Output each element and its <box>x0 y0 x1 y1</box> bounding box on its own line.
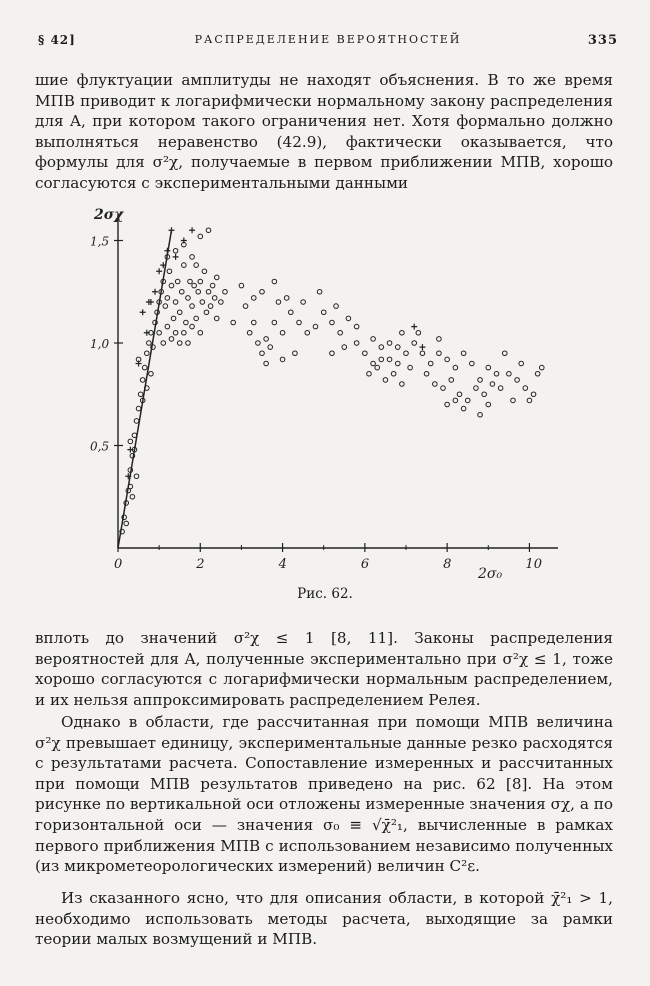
data-point-circle <box>169 337 174 342</box>
data-point-circle <box>280 357 285 362</box>
data-point-circle <box>478 412 483 417</box>
data-point-circle <box>214 316 219 321</box>
data-point-circle <box>478 378 483 383</box>
paragraph-2: Однако в области, где рассчитанная при помощи МПВ величина σ²χ превышает единицу, экспериментальные данные резко расходятся с результатами расчета. Сопоставление измеренных и рассчитанных при помощи МПВ результатов приведено на рис. 62 [8]. На этом рисунке по вертикальной оси отложены измеренные значения σχ, а по горизонтальной оси — значения σ₀ ≡ √χ̄²₁, вычисленные в рамках первого приближения МПВ с использованием независимо полученных (из микрометеорологических измерений) величин C²ε. <box>35 713 613 876</box>
data-point-circle <box>188 279 193 284</box>
data-point-circle <box>134 474 139 479</box>
data-point-circle <box>408 365 413 370</box>
data-point-circle <box>190 255 195 260</box>
data-point-circle <box>204 310 209 315</box>
data-point-circle <box>317 289 322 294</box>
data-point-circle <box>400 382 405 387</box>
data-point-circle <box>284 296 289 301</box>
running-title: РАСПРЕДЕЛЕНИЕ ВЕРОЯТНОСТЕЙ <box>194 33 462 46</box>
data-point-circle <box>136 406 141 411</box>
figure-caption: Рис. 62. <box>297 586 353 602</box>
data-point-circle <box>342 345 347 350</box>
data-point-circle <box>138 392 143 397</box>
data-point-circle <box>387 357 392 362</box>
data-point-circle <box>486 402 491 407</box>
data-point-circle <box>264 361 269 366</box>
data-point-circle <box>338 330 343 335</box>
data-point-circle <box>474 386 479 391</box>
data-point-circle <box>346 316 351 321</box>
data-point-circle <box>507 371 512 376</box>
data-point-circle <box>212 296 217 301</box>
data-point-circle <box>498 386 503 391</box>
data-point-circle <box>251 320 256 325</box>
data-point-circle <box>163 304 168 309</box>
data-point-cross <box>189 227 195 233</box>
section-number: § 42] <box>38 33 76 47</box>
data-point-circle <box>420 351 425 356</box>
data-point-circle <box>293 351 298 356</box>
page-number: 335 <box>587 33 618 48</box>
data-point-circle <box>173 248 178 253</box>
data-point-circle <box>535 371 540 376</box>
data-point-cross <box>411 324 417 330</box>
data-point-circle <box>149 371 154 376</box>
data-point-circle <box>539 365 544 370</box>
data-point-circle <box>445 357 450 362</box>
data-point-circle <box>128 439 133 444</box>
data-point-circle <box>272 320 277 325</box>
y-tick-label: 0,5 <box>90 439 110 454</box>
data-point-circle <box>379 357 384 362</box>
data-point-circle <box>449 378 454 383</box>
data-point-circle <box>196 289 201 294</box>
paragraph-1: вплоть до значений σ²χ ≤ 1 [8, 11]. Законы распределения вероятностей для A, полученные экспериментально при σ²χ ≤ 1, тоже хорошо согласуются с логарифмически нормальным распределением, и их нельзя аппроксимировать распределением Релея. <box>35 629 613 709</box>
x-tick-label: 0 <box>114 557 123 572</box>
data-point-circle <box>147 341 152 346</box>
data-point-circle <box>198 234 203 239</box>
data-point-circle <box>251 296 256 301</box>
data-point-circle <box>354 341 359 346</box>
data-point-circle <box>194 316 199 321</box>
data-point-circle <box>165 324 170 329</box>
running-header <box>38 33 618 53</box>
data-point-circle <box>173 330 178 335</box>
y-tick-label: 1,5 <box>90 234 110 249</box>
data-point-cross <box>156 268 162 274</box>
data-point-cross <box>136 361 142 367</box>
data-point-circle <box>190 304 195 309</box>
data-point-circle <box>186 296 191 301</box>
data-point-circle <box>531 392 536 397</box>
x-axis-label: 2σ₀ <box>478 566 503 582</box>
data-point-circle <box>186 341 191 346</box>
data-point-circle <box>239 283 244 288</box>
data-point-circle <box>198 330 203 335</box>
data-point-circle <box>161 341 166 346</box>
data-point-circle <box>145 351 150 356</box>
data-point-circle <box>214 275 219 280</box>
paragraph-3: Из сказанного ясно, что для описания области, в которой χ̄²₁ > 1, необходимо использовать методы расчета, выходящие за рамки теории малых возмущений и МПВ. <box>35 889 613 949</box>
data-point-cross <box>152 289 158 295</box>
data-point-circle <box>334 304 339 309</box>
data-point-circle <box>208 304 213 309</box>
data-point-circle <box>383 378 388 383</box>
data-point-circle <box>375 365 380 370</box>
data-point-circle <box>134 419 139 424</box>
data-point-circle <box>198 279 203 284</box>
paragraph-top: шие флуктуации амплитуды не находят объяснения. В то же время МПВ приводит к логарифмически нормальному закону распределения для A, при котором такого ограничения нет. Хотя формально должно выполняться неравенство (42.9), фактически оказывается, что формулы для σ²χ, получаемые в первом приближении МПВ, хорошо согласуются с экспериментальными данными <box>35 71 613 192</box>
data-point-circle <box>482 392 487 397</box>
data-point-circle <box>461 351 466 356</box>
data-point-circle <box>173 300 178 305</box>
data-point-circle <box>371 361 376 366</box>
data-point-circle <box>511 398 516 403</box>
data-point-circle <box>453 365 458 370</box>
data-point-cross <box>168 227 174 233</box>
data-point-circle <box>202 269 207 274</box>
data-point-circle <box>289 310 294 315</box>
data-point-cross <box>164 248 170 254</box>
data-point-circle <box>175 279 180 284</box>
x-tick-label: 2 <box>196 557 205 572</box>
data-point-circle <box>210 283 215 288</box>
data-point-cross <box>144 330 150 336</box>
data-point-circle <box>387 341 392 346</box>
data-point-circle <box>433 382 438 387</box>
data-point-circle <box>192 283 197 288</box>
data-point-circle <box>441 386 446 391</box>
data-point-circle <box>494 371 499 376</box>
data-point-circle <box>272 279 277 284</box>
data-point-circle <box>404 351 409 356</box>
data-point-circle <box>412 341 417 346</box>
data-point-circle <box>321 310 326 315</box>
data-point-circle <box>231 320 236 325</box>
data-point-circle <box>400 330 405 335</box>
data-point-circle <box>206 289 211 294</box>
y-axis-label: 2σχ <box>94 207 124 223</box>
data-point-circle <box>297 320 302 325</box>
data-point-cross <box>419 344 425 350</box>
data-point-circle <box>177 341 182 346</box>
data-point-circle <box>428 361 433 366</box>
data-point-circle <box>391 371 396 376</box>
data-point-circle <box>527 398 532 403</box>
data-point-circle <box>171 316 176 321</box>
data-point-circle <box>367 371 372 376</box>
y-tick-label: 1,0 <box>90 337 110 351</box>
x-tick-label: 10 <box>525 557 542 572</box>
data-point-cross <box>173 254 179 260</box>
data-point-cross <box>181 238 187 244</box>
data-point-circle <box>461 406 466 411</box>
data-point-circle <box>371 337 376 342</box>
data-point-circle <box>124 521 129 526</box>
data-point-circle <box>502 351 507 356</box>
data-point-circle <box>247 330 252 335</box>
data-point-circle <box>465 398 470 403</box>
data-point-circle <box>424 371 429 376</box>
x-tick-label: 4 <box>278 557 287 572</box>
data-point-circle <box>330 351 335 356</box>
data-point-circle <box>167 269 172 274</box>
data-point-circle <box>219 300 224 305</box>
data-point-circle <box>416 330 421 335</box>
data-point-circle <box>437 337 442 342</box>
data-point-circle <box>470 361 475 366</box>
data-point-circle <box>165 296 170 301</box>
data-point-circle <box>490 382 495 387</box>
data-point-circle <box>223 289 228 294</box>
data-point-circle <box>184 320 189 325</box>
data-point-circle <box>395 345 400 350</box>
x-tick-label: 6 <box>360 557 370 572</box>
data-point-circle <box>157 330 162 335</box>
data-point-circle <box>179 289 184 294</box>
data-point-circle <box>515 378 520 383</box>
data-point-circle <box>523 386 528 391</box>
data-point-circle <box>395 361 400 366</box>
data-point-cross <box>127 447 133 453</box>
data-point-circle <box>243 304 248 309</box>
data-point-circle <box>453 398 458 403</box>
data-point-cross <box>140 309 146 315</box>
data-point-circle <box>182 263 187 268</box>
data-point-circle <box>354 324 359 329</box>
data-point-circle <box>363 351 368 356</box>
data-point-circle <box>260 351 265 356</box>
data-point-circle <box>280 330 285 335</box>
data-point-circle <box>190 324 195 329</box>
data-point-circle <box>437 351 442 356</box>
data-point-circle <box>194 263 199 268</box>
data-point-circle <box>379 345 384 350</box>
data-point-circle <box>330 320 335 325</box>
data-point-circle <box>182 330 187 335</box>
data-point-circle <box>305 330 310 335</box>
data-point-circle <box>313 324 318 329</box>
data-point-circle <box>200 300 205 305</box>
scatter-figure <box>88 205 568 585</box>
data-point-circle <box>177 310 182 315</box>
data-point-circle <box>519 361 524 366</box>
data-point-circle <box>276 300 281 305</box>
data-point-circle <box>457 392 462 397</box>
data-point-circle <box>142 365 147 370</box>
data-point-circle <box>268 345 273 350</box>
data-point-circle <box>256 341 261 346</box>
data-point-circle <box>486 365 491 370</box>
data-point-circle <box>132 433 137 438</box>
data-point-circle <box>130 494 135 499</box>
data-point-circle <box>169 283 174 288</box>
x-tick-label: 8 <box>443 557 452 572</box>
data-point-circle <box>264 337 269 342</box>
data-point-circle <box>206 228 211 233</box>
data-point-circle <box>260 289 265 294</box>
data-point-circle <box>445 402 450 407</box>
data-point-circle <box>140 378 145 383</box>
data-point-circle <box>301 300 306 305</box>
